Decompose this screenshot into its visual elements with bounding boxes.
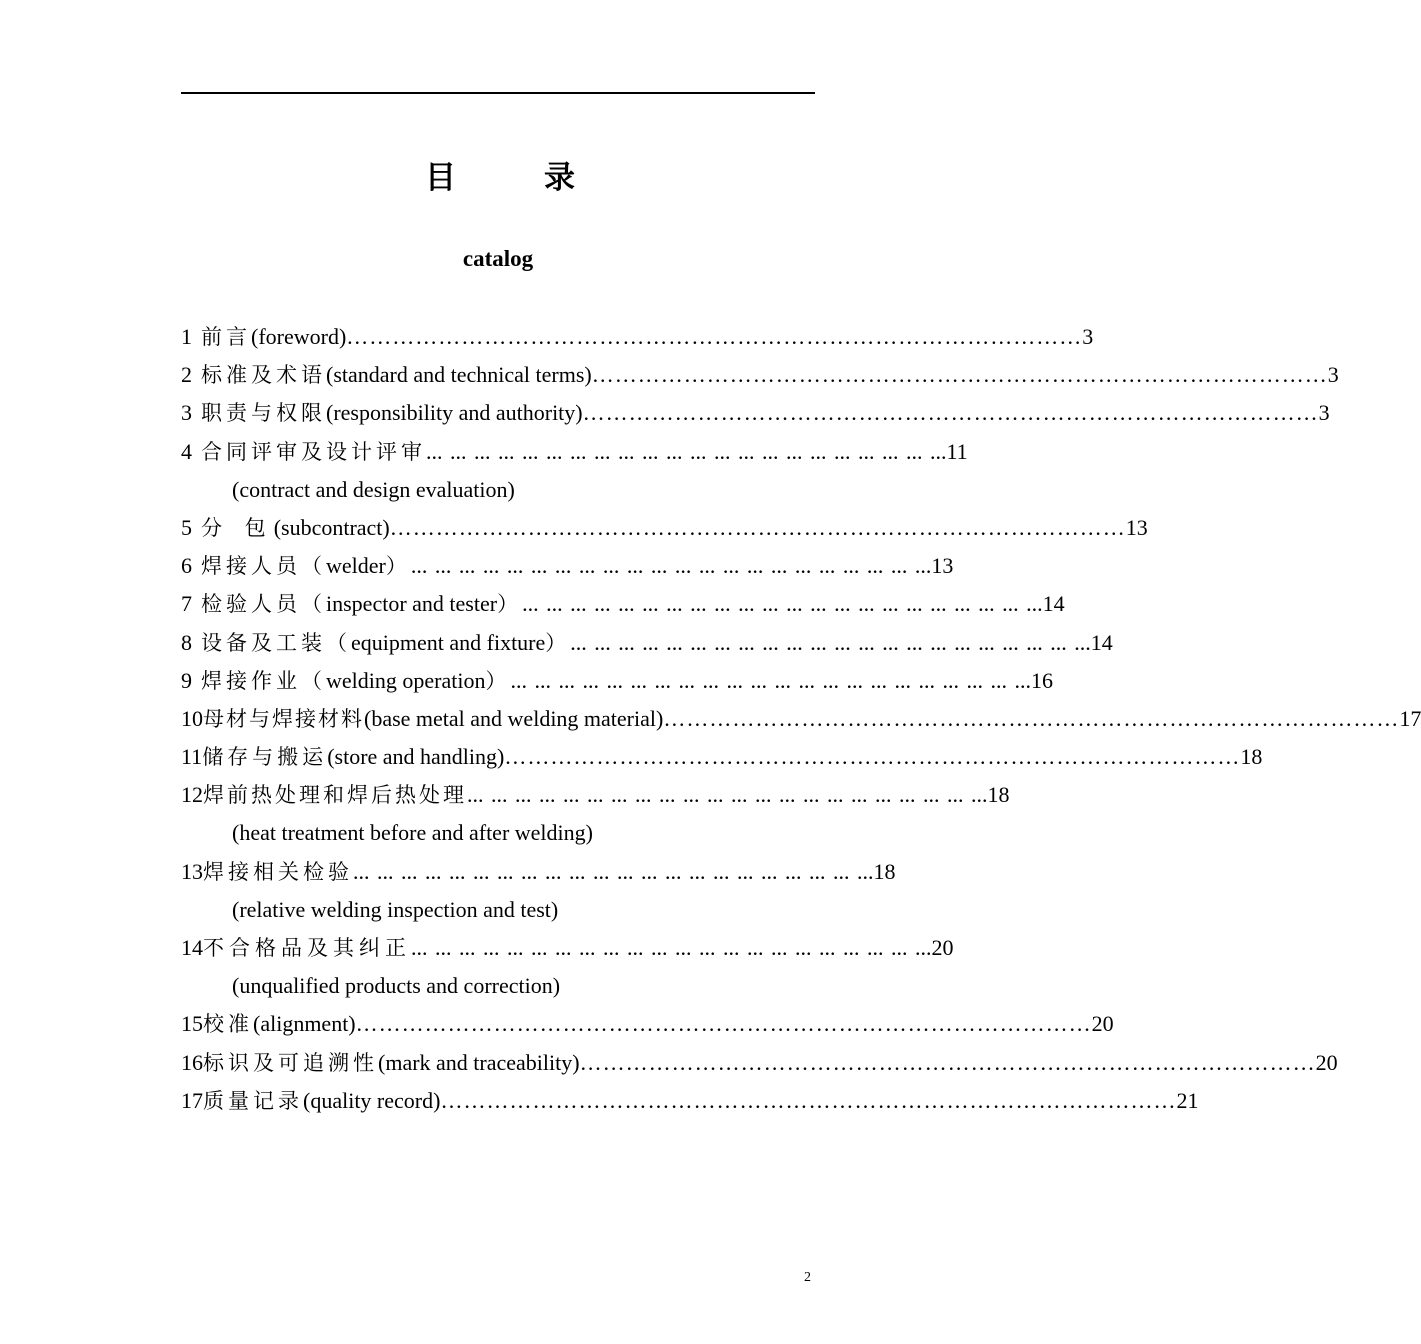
toc-entry-4-subtitle: (contract and design evaluation): [232, 476, 515, 502]
toc-entry-number: 11: [181, 744, 203, 770]
toc-leader: ……………………………………………………………………………………: [440, 1087, 1177, 1113]
toc-leader: ... ... ... ... ... ... ... ... ... ... ... ... ... ... ... ... ... ... ... ... ... ...: [426, 438, 947, 464]
toc-entry-title-cn: 校准: [203, 1012, 253, 1037]
toc-page-number: 16: [1030, 667, 1053, 693]
toc-entry-number: 4: [181, 438, 192, 464]
toc-entry-12[interactable]: [181, 776, 1010, 814]
toc-leader: ……………………………………………………………………………………: [389, 514, 1126, 540]
toc-leader: ... ... ... ... ... ... ... ... ... ... ... ... ... ... ... ... ... ... ... ... ... ...: [570, 629, 1091, 655]
toc-entry-title-en: welding operation: [326, 667, 486, 693]
toc-entry-12-subtitle: (heat treatment before and after welding): [232, 820, 593, 846]
toc-entry-title-en: (responsibility and authority): [326, 400, 583, 426]
toc-entry-title-en: (mark and traceability): [378, 1049, 580, 1075]
toc-entry-title-cn: 标识及可追溯性: [203, 1050, 378, 1075]
toc-page-number: 3: [1318, 400, 1330, 426]
toc-entry-11[interactable]: [181, 738, 1263, 776]
toc-entry-number: 6: [181, 553, 192, 579]
toc-leader: ... ... ... ... ... ... ... ... ... ... ... ... ... ... ... ... ... ... ... ... ... ...: [353, 858, 874, 884]
toc-entry-16[interactable]: [181, 1044, 1338, 1082]
toc-leader: ... ... ... ... ... ... ... ... ... ... ... ... ... ... ... ... ... ... ... ... ... ...: [510, 667, 1031, 693]
toc-leader: ... ... ... ... ... ... ... ... ... ... ... ... ... ... ... ... ... ... ... ... ... ...: [467, 782, 988, 808]
toc-leader: ……………………………………………………………………………………: [355, 1011, 1092, 1037]
toc-page-number: 20: [931, 935, 954, 960]
toc-entry-title-cn: 质量记录: [203, 1088, 303, 1113]
toc-entry-7[interactable]: [181, 585, 1065, 623]
toc-entry-number: 9: [181, 667, 192, 693]
toc-entry-number: 7: [181, 591, 192, 617]
toc-entry-title-en: (alignment): [253, 1011, 356, 1037]
toc-entry-title-cn: 分 包: [201, 515, 274, 540]
page-number: 2: [804, 1270, 811, 1285]
toc-entry-title-en: inspector and tester: [326, 591, 498, 617]
toc-entry-title-cn: 焊接相关检验: [203, 859, 353, 884]
toc-page-number: 3: [1082, 324, 1094, 349]
toc-entry-number: 10: [181, 705, 203, 731]
toc-page-number: 14: [1042, 591, 1065, 617]
toc-entry-title-en: (foreword): [251, 324, 347, 349]
toc-leader: ……………………………………………………………………………………: [346, 324, 1083, 349]
toc-entry-title-cn: 焊接人员（: [201, 554, 326, 579]
toc-entry-title-cn: 检验人员（: [201, 592, 326, 617]
toc-entry-6[interactable]: [181, 547, 954, 585]
toc-page-number: 14: [1090, 629, 1113, 655]
toc-leader: ……………………………………………………………………………………: [591, 362, 1328, 388]
toc-page-number: 17: [1399, 705, 1421, 731]
toc-entry-1[interactable]: [181, 318, 1094, 356]
toc-entry-number: 16: [181, 1049, 203, 1075]
toc-entry-title-en: equipment and fixture: [351, 629, 546, 655]
toc-page-number: 18: [987, 782, 1010, 808]
toc-leader: ... ... ... ... ... ... ... ... ... ... ... ... ... ... ... ... ... ... ... ... ... ...: [522, 591, 1043, 617]
toc-entry-title-cn: 不合格品及其纠正: [203, 936, 411, 960]
toc-entry-title-en: (store and handling): [327, 744, 505, 770]
toc-entry-number: 14: [181, 935, 203, 960]
toc-page-number: 13: [931, 553, 954, 579]
toc-entry-number: 15: [181, 1011, 203, 1037]
toc-page-number: 21: [1176, 1087, 1199, 1113]
toc-entry-number: 3: [181, 400, 192, 426]
toc-entry-title-en: (subcontract): [273, 514, 390, 540]
toc-entry-title-cn-close: ）: [385, 554, 411, 579]
toc-entry-4[interactable]: [181, 433, 968, 471]
toc-entry-title-cn: 母材与焊接材料: [203, 706, 364, 731]
toc-entry-number: 13: [181, 858, 203, 884]
toc-entry-title-en: (base metal and welding material): [364, 705, 664, 731]
toc-leader: ……………………………………………………………………………………: [579, 1049, 1316, 1075]
toc-entry-title-cn: 焊接作业（: [201, 668, 326, 693]
toc-leader: ……………………………………………………………………………………: [663, 705, 1400, 731]
toc-entry-number: 2: [181, 362, 192, 388]
toc-page-number: 11: [946, 438, 968, 464]
header-rule: [181, 92, 815, 94]
toc-page-number: 20: [1091, 1011, 1114, 1037]
toc-entry-5[interactable]: [181, 509, 1148, 547]
page-title-english: catalog: [462, 246, 534, 271]
toc-entry-title-en: (quality record): [303, 1087, 441, 1113]
toc-entry-number: 17: [181, 1087, 203, 1113]
toc-page-number: 18: [873, 858, 896, 884]
toc-leader: ... ... ... ... ... ... ... ... ... ... ... ... ... ... ... ... ... ... ... ... ... ...: [410, 553, 932, 579]
toc-entry-14[interactable]: [181, 929, 954, 967]
toc-entry-title-cn: 职责与权限: [201, 401, 326, 426]
toc-entry-title-cn-close: ）: [497, 592, 523, 617]
toc-entry-9[interactable]: [181, 662, 1053, 700]
toc-leader: ……………………………………………………………………………………: [504, 744, 1241, 770]
toc-entry-title-cn: 设备及工装（: [201, 630, 351, 655]
page-title-chinese: 目录: [425, 160, 663, 196]
toc-entry-title-cn-close: ）: [545, 630, 571, 655]
toc-page-number: 18: [1240, 744, 1263, 770]
toc-entry-title-cn: 焊前热处理和焊后热处理: [203, 783, 467, 808]
toc-leader: ... ... ... ... ... ... ... ... ... ... ... ... ... ... ... ... ... ... ... ... ... ...: [411, 935, 932, 960]
table-of-contents: [181, 318, 1421, 1120]
toc-entry-title-cn: 标准及术语: [201, 363, 326, 388]
toc-entry-17[interactable]: [181, 1082, 1199, 1120]
toc-entry-15[interactable]: [181, 1005, 1114, 1043]
toc-entry-title-cn: 前言: [201, 325, 251, 349]
toc-entry-title-cn: 储存与搬运: [202, 745, 328, 770]
toc-leader: ……………………………………………………………………………………: [582, 400, 1319, 426]
toc-entry-13-subtitle: (relative welding inspection and test): [232, 896, 559, 922]
toc-entry-3[interactable]: [181, 394, 1330, 432]
toc-entry-number: 1: [181, 324, 192, 349]
toc-page-number: 20: [1315, 1049, 1338, 1075]
toc-entry-title-cn-close: ）: [485, 668, 511, 693]
toc-entry-8[interactable]: [181, 624, 1113, 662]
toc-entry-number: 8: [181, 629, 192, 655]
toc-entry-title-cn: 合同评审及设计评审: [201, 439, 426, 464]
toc-entry-title-en: (standard and technical terms): [326, 362, 592, 388]
toc-entry-2[interactable]: [181, 356, 1339, 394]
toc-entry-number: 12: [181, 782, 203, 808]
toc-entry-13[interactable]: [181, 853, 896, 891]
toc-entry-title-en: welder: [326, 553, 386, 579]
toc-page-number: 3: [1327, 362, 1339, 388]
toc-entry-number: 5: [181, 514, 192, 540]
toc-entry-14-subtitle: (unqualified products and correction): [232, 973, 561, 999]
toc-entry-10[interactable]: [181, 700, 1421, 738]
toc-page-number: 13: [1125, 514, 1148, 540]
